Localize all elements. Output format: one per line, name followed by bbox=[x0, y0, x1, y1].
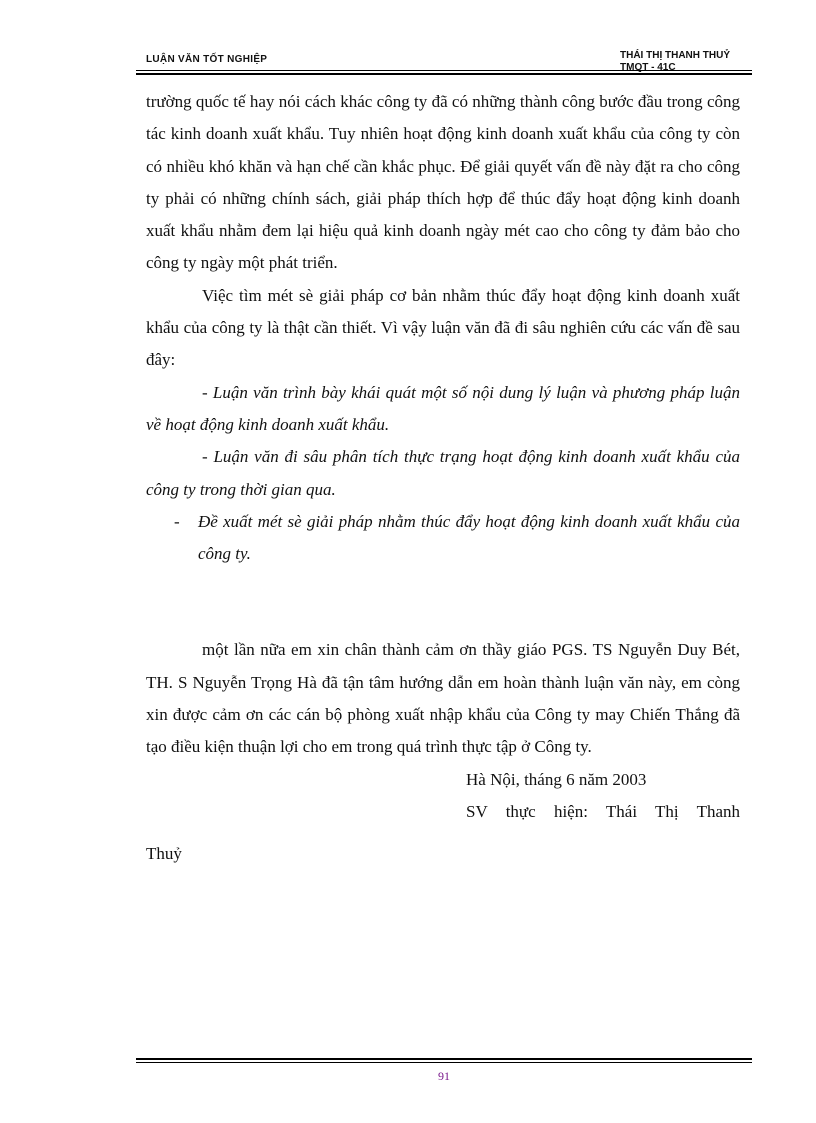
paragraph-thanks: một lần nữa em xin chân thành cảm ơn thầy giáo PGS. TS Nguyễn Duy Bét, TH. S Nguyễn Trọng Hà đã tận tâm hướng dẫn em hoàn thành luận văn này, em còng xin được cảm ơn các cán bộ phòng xuất nhập khẩu của Công ty may Chiến Thắng đã tạo điều kiện thuận lợi cho em trong quá trình thực tập ở Công ty. bbox=[146, 640, 740, 757]
header-left-title: LUẬN VĂN TỐT NGHIỆP bbox=[146, 54, 268, 65]
header-author-name: THÁI THỊ THANH THUỶ bbox=[620, 50, 730, 61]
paragraph-solutions: Việc tìm mét sè giải pháp cơ bản nhằm thúc đẩy hoạt động kinh doanh xuất khẩu của công ty là thật cần thiết. Vì vậy luận văn đã đi sâu nghiên cứu các vấn đề sau đây: bbox=[146, 285, 740, 370]
signature-signer-cont: Thuỷ bbox=[146, 844, 182, 864]
header-author-class: TMQT - 41C bbox=[620, 62, 676, 73]
list-dash: - bbox=[174, 511, 180, 531]
footer-rule-thick bbox=[136, 1058, 752, 1060]
page-number: 91 bbox=[438, 1069, 450, 1083]
header-rule-thick bbox=[136, 73, 752, 75]
spacer bbox=[146, 570, 740, 634]
list-item-3 bbox=[146, 506, 740, 571]
list-item-2: - Luận văn đi sâu phân tích thực trạng hoạt động kinh doanh xuất khẩu của công ty trong thời gian qua. bbox=[146, 447, 740, 499]
signature-signer: SV thực hiện: Thái Thị Thanh bbox=[466, 801, 740, 821]
signature-date: Hà Nội, tháng 6 năm 2003 bbox=[466, 769, 647, 789]
footer-rule-thin bbox=[136, 1062, 752, 1063]
list-item-1: - Luận văn trình bày khái quát một số nội dung lý luận và phương pháp luận về hoạt động kinh doanh xuất khẩu. bbox=[146, 382, 740, 434]
header-rule-thin bbox=[136, 70, 752, 71]
paragraph-intro: trường quốc tế hay nói cách khác công ty đã có những thành công bước đầu trong công tác kinh doanh xuất khẩu. Tuy nhiên hoạt động kinh doanh xuất khẩu của công ty còn có nhiều khó khăn và hạn chế cần khắc phục. Để giải quyết vấn đề này đặt ra cho công ty phải có những chính sách, giải pháp thích hợp để thúc đẩy hoạt động kinh doanh xuất khẩu nhằm đem lại hiệu quả kinh doanh ngày mét cao cho công ty đảm bảo cho công ty ngày một phát triển. bbox=[146, 92, 740, 273]
page-footer bbox=[136, 1058, 752, 1084]
list-item-3-text: Đề xuất mét sè giải pháp nhằm thúc đẩy hoạt động kinh doanh xuất khẩu của công ty. bbox=[198, 511, 740, 564]
document-body bbox=[146, 86, 740, 871]
